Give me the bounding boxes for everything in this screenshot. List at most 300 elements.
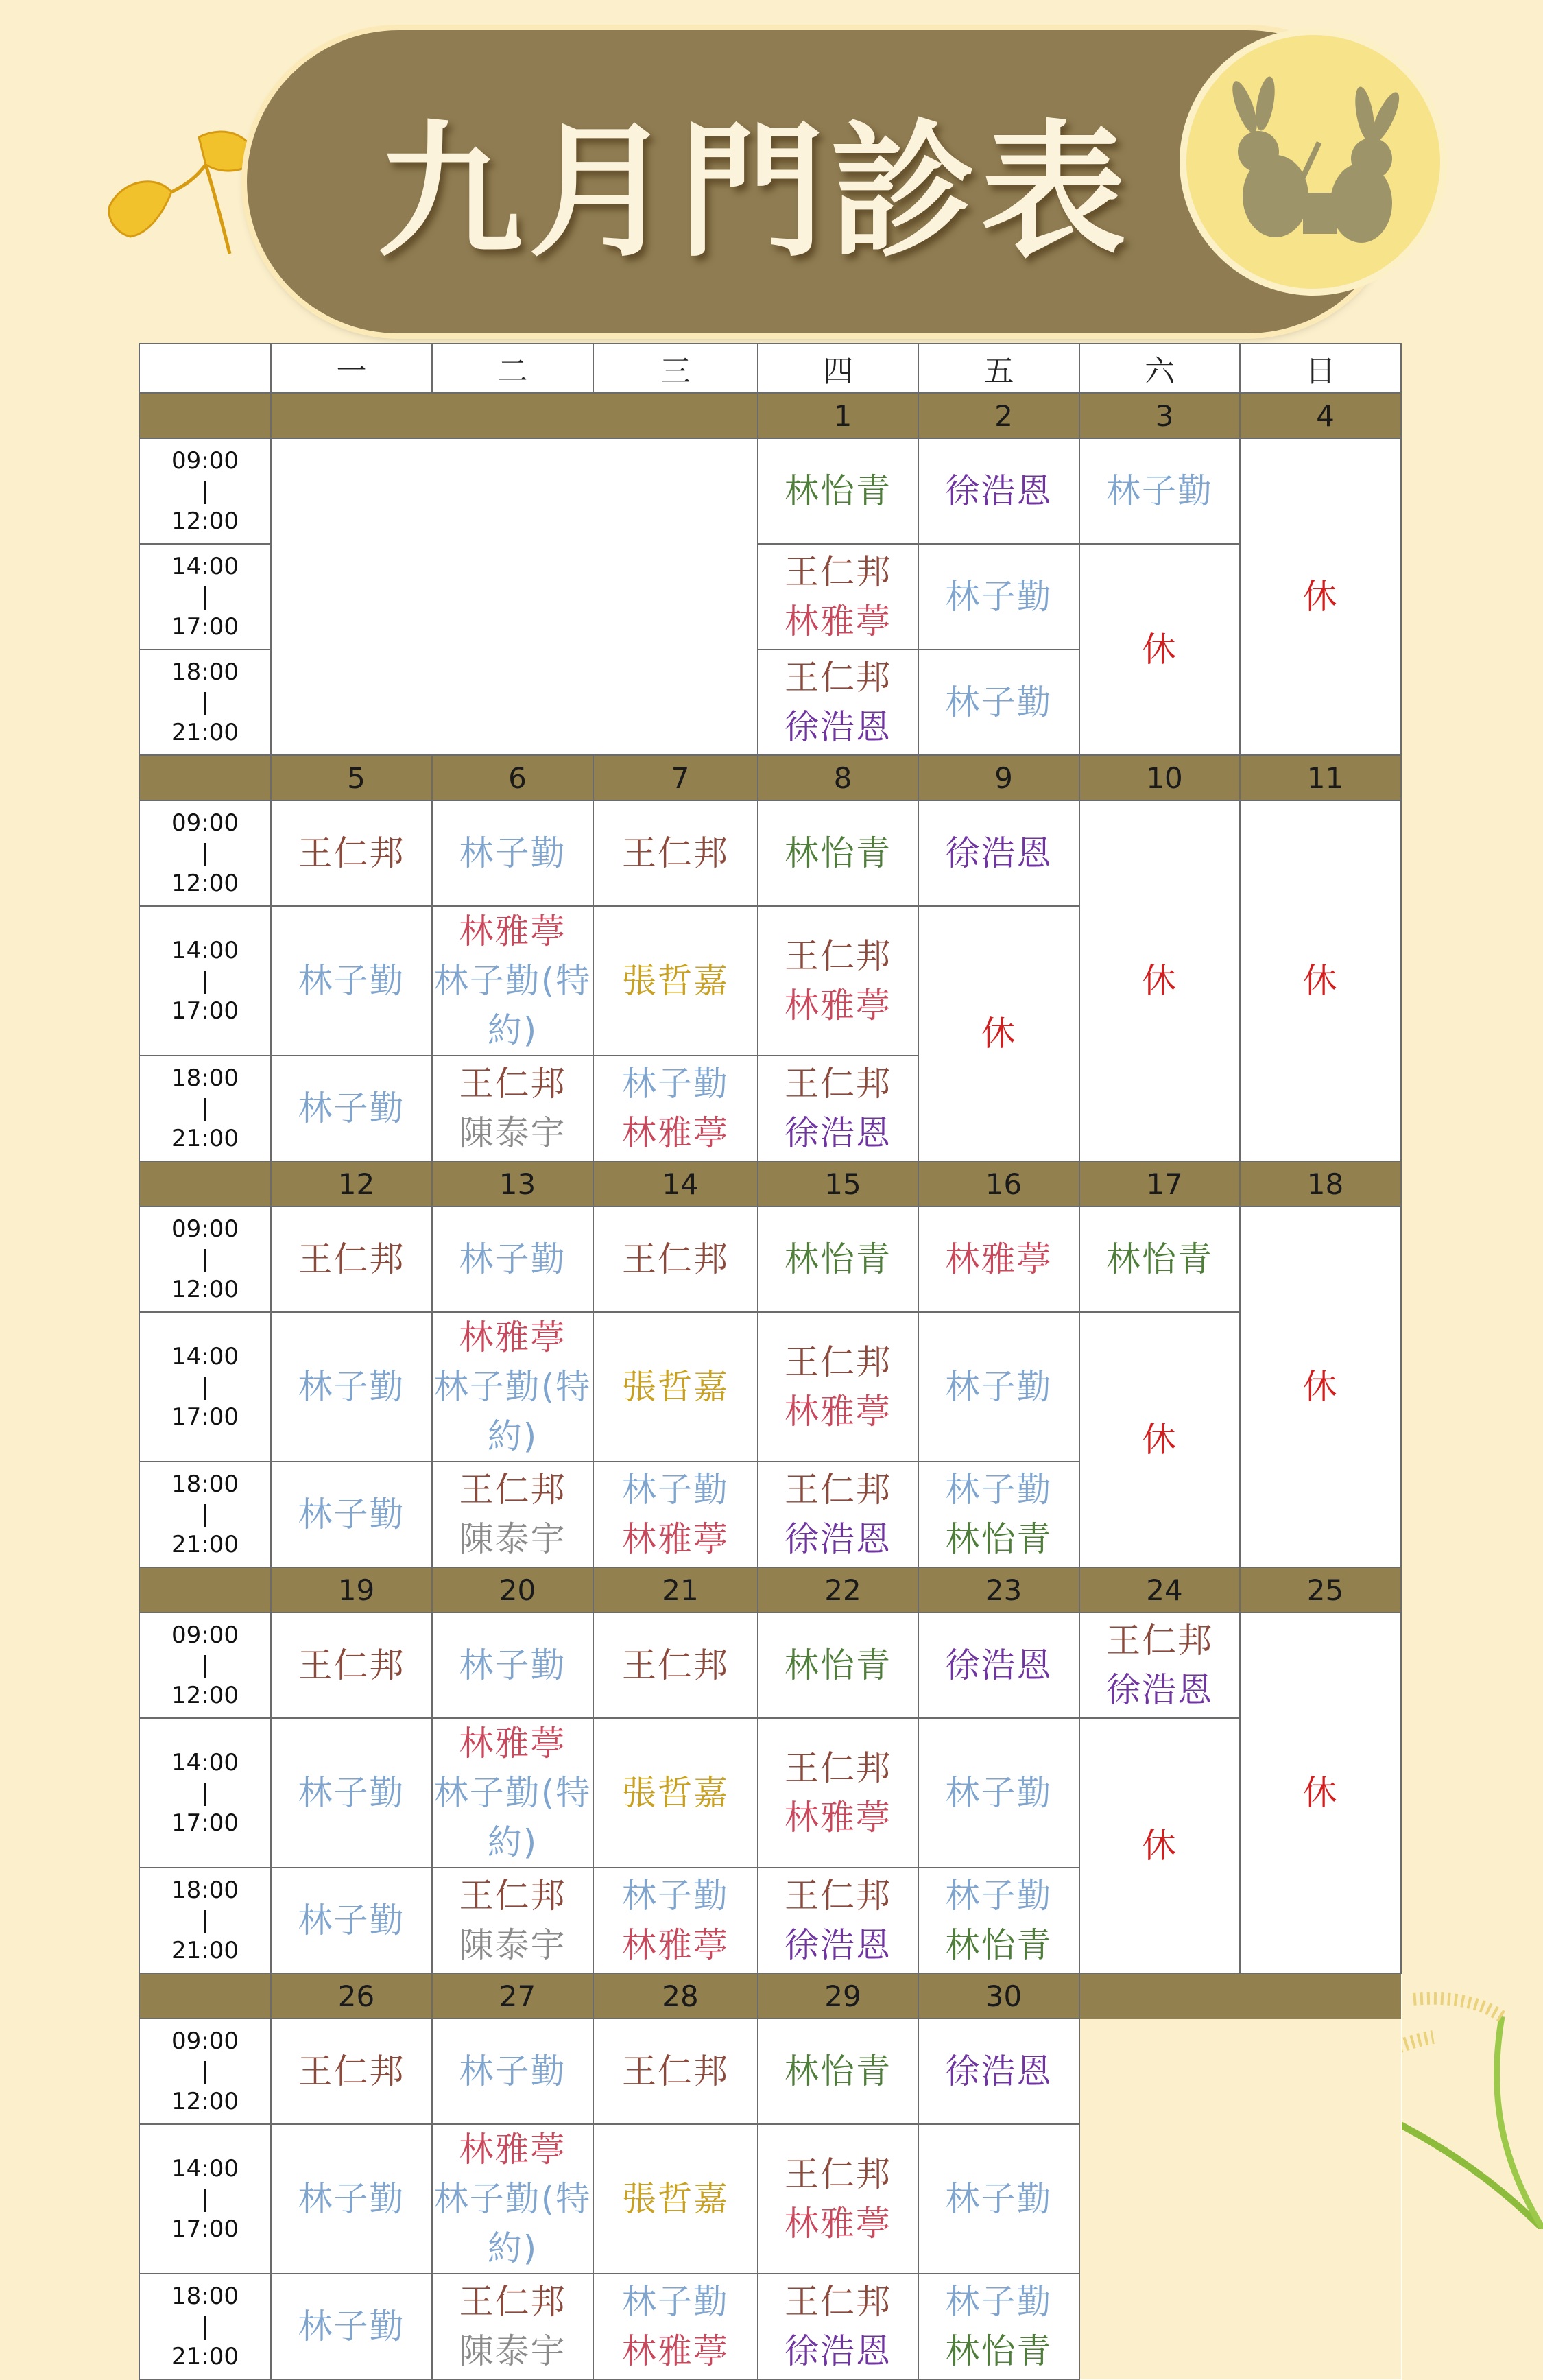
date-cell: [1079, 1973, 1240, 2019]
day-off-label: 休: [1142, 961, 1177, 1001]
schedule-cell: [432, 1718, 593, 1868]
time-text: |: [201, 1779, 209, 1807]
time-text: |: [201, 1652, 209, 1679]
date-row: [139, 755, 1401, 800]
date-number: 14: [662, 1167, 699, 1201]
doctor-name: 林怡青: [945, 2331, 1053, 2371]
time-text: 21:00: [171, 1531, 239, 1558]
day-off-label: 休: [1302, 1773, 1339, 1813]
doctor-name: 林怡青: [945, 1925, 1053, 1965]
weekday-sun: 日: [1240, 344, 1401, 393]
doctor-name: 林子勤(特約): [433, 961, 592, 1050]
schedule-cell: [918, 2274, 1079, 2379]
doctor-name: 王仁邦: [785, 936, 892, 976]
doctor-name: 林子勤: [298, 2179, 405, 2219]
schedule-cell: [918, 2124, 1079, 2274]
weekday-mon: 一: [271, 344, 432, 393]
schedule-cell: [918, 800, 1079, 906]
schedule-cell: [593, 1462, 758, 1567]
outside-cell: [1079, 2019, 1240, 2379]
time-text: 17:00: [171, 613, 239, 641]
time-text: |: [201, 583, 209, 610]
doctor-name: 林子勤(特約): [433, 1367, 592, 1456]
time-text: |: [201, 1095, 209, 1122]
time-text: |: [201, 967, 209, 995]
doctor-name: 王仁邦: [785, 552, 892, 592]
doctor-name: 王仁邦: [622, 1645, 729, 1685]
date-cell: [271, 1567, 432, 1613]
schedule-cell: [918, 1718, 1079, 1868]
schedule-cell: [271, 1206, 432, 1312]
doctor-name: 王仁邦: [785, 2154, 892, 2194]
date-number: 15: [824, 1167, 861, 1201]
doctor-name: 王仁邦: [298, 2051, 405, 2091]
schedule-cell: [432, 2019, 593, 2124]
doctor-name: 林怡青: [785, 1645, 892, 1685]
schedule-cell: [758, 2019, 918, 2124]
date-number: 5: [347, 761, 366, 795]
time-range: [139, 650, 271, 755]
weekday-tue: 二: [432, 344, 593, 393]
time-text: |: [201, 840, 209, 867]
corner-cell: [139, 344, 271, 393]
time-range: [139, 1312, 271, 1462]
time-text: 18:00: [171, 2283, 239, 2310]
time-range: [139, 906, 271, 1056]
schedule-cell: [758, 1613, 918, 1718]
doctor-name: 徐浩恩: [785, 1113, 892, 1153]
doctor-name: 王仁邦: [622, 1239, 729, 1279]
date-cell: [593, 1973, 758, 2019]
time-range: [139, 800, 271, 906]
date-number: 24: [1146, 1573, 1183, 1607]
date-cell: [593, 1567, 758, 1613]
doctor-name: 王仁邦: [298, 833, 405, 873]
doctor-name: 林子勤: [622, 2282, 729, 2322]
date-row-corner: [139, 1567, 271, 1613]
schedule-cell: [593, 2124, 758, 2274]
schedule-cell: [1079, 800, 1240, 1161]
doctor-name: 林怡青: [785, 471, 892, 511]
date-row: [139, 393, 1401, 438]
time-text: |: [201, 1373, 209, 1401]
doctor-name: 徐浩恩: [945, 2051, 1053, 2091]
day-off-label: 休: [1302, 1367, 1339, 1407]
doctor-name: 林子勤: [459, 1239, 566, 1279]
time-text: |: [201, 477, 209, 505]
page-title: 九月門診表: [377, 107, 1132, 276]
schedule-cell: [918, 438, 1079, 544]
date-cell: [1079, 1161, 1240, 1206]
doctor-name: 王仁邦: [785, 658, 892, 698]
date-cell: [758, 1161, 918, 1206]
time-text: 17:00: [171, 2215, 239, 2243]
time-slot-row: [139, 800, 1401, 906]
day-off-label: 休: [1142, 1420, 1177, 1460]
doctor-name: 王仁邦: [298, 1645, 405, 1685]
schedule-cell: [271, 1868, 432, 1973]
time-text: 17:00: [171, 1809, 239, 1837]
date-number: 9: [994, 761, 1013, 795]
time-text: 17:00: [171, 997, 239, 1025]
date-number: 6: [508, 761, 527, 795]
doctor-name: 張哲嘉: [622, 1367, 729, 1407]
date-cell: [271, 755, 432, 800]
doctor-name: 林怡青: [945, 1519, 1053, 1559]
weekday-thu: 四: [758, 344, 918, 393]
doctor-name: 徐浩恩: [785, 2331, 892, 2371]
doctor-name: 林怡青: [785, 1239, 892, 1279]
schedule-cell: [432, 2124, 593, 2274]
schedule-cell: [593, 2019, 758, 2124]
schedule-cell: [918, 1206, 1079, 1312]
doctor-name: 徐浩恩: [945, 1645, 1053, 1685]
doctor-name: 林雅葶: [785, 2204, 892, 2244]
ginkgo-leaves-icon: [96, 123, 261, 261]
date-cell: [918, 393, 1079, 438]
time-text: |: [201, 1246, 209, 1273]
doctor-name: 王仁邦: [785, 1064, 892, 1104]
schedule-cell: [432, 800, 593, 906]
doctor-name: 林子勤: [945, 2179, 1053, 2219]
time-slot-row: [139, 2019, 1401, 2124]
schedule-cell: [758, 650, 918, 755]
doctor-name: 林子勤: [945, 1367, 1053, 1407]
time-slot-row: [139, 1206, 1401, 1312]
doctor-name: 王仁邦: [622, 2051, 729, 2091]
doctor-name: 林雅葶: [785, 1392, 892, 1431]
doctor-name: 陳泰宇: [459, 1519, 566, 1559]
time-text: 21:00: [171, 719, 239, 746]
doctor-name: 林雅葶: [785, 602, 892, 641]
day-off-label: 休: [1302, 961, 1339, 1001]
doctor-name: 林雅葶: [785, 1798, 892, 1837]
schedule-cell: [271, 2019, 432, 2124]
day-off-label: 休: [981, 1014, 1017, 1054]
time-text: 14:00: [171, 553, 239, 580]
schedule-cell: [432, 1312, 593, 1462]
doctor-name: 王仁邦: [459, 1470, 566, 1510]
doctor-name: 王仁邦: [459, 2282, 566, 2322]
doctor-name: 徐浩恩: [945, 471, 1053, 511]
doctor-name: 王仁邦: [785, 2282, 892, 2322]
special-appointment-note: (特約): [487, 1367, 592, 1456]
time-text: 18:00: [171, 1877, 239, 1904]
doctor-name: 王仁邦: [1106, 1621, 1213, 1661]
doctor-name: 林子勤: [298, 1901, 405, 1940]
day-off-label: 休: [1302, 577, 1339, 617]
schedule-cell: [1240, 1206, 1401, 1567]
date-row: [139, 1567, 1401, 1613]
doctor-name: 林雅葶: [459, 2130, 566, 2169]
date-cell: [1240, 1161, 1401, 1206]
time-range: [139, 1056, 271, 1161]
schedule-cell: [758, 906, 918, 1056]
doctor-name: 林雅葶: [459, 1318, 566, 1357]
date-row-corner: [139, 393, 271, 438]
doctor-name: 林雅葶: [459, 912, 566, 951]
doctor-name: 林雅葶: [785, 986, 892, 1025]
doctor-name: 徐浩恩: [785, 1925, 892, 1965]
doctor-name: 林子勤: [945, 2282, 1053, 2322]
doctor-name: 林子勤: [622, 1470, 729, 1510]
schedule-cell: [758, 2274, 918, 2379]
doctor-name: 王仁邦: [785, 1470, 892, 1510]
schedule-cell: [432, 1056, 593, 1161]
time-slot-row: [139, 1718, 1401, 1868]
date-number: 28: [662, 1979, 699, 2013]
doctor-name: 林雅葶: [459, 1724, 566, 1763]
date-number: 17: [1146, 1167, 1183, 1201]
schedule-cell: [271, 1056, 432, 1161]
schedule-cell: [271, 2274, 432, 2379]
time-text: 12:00: [171, 1682, 239, 1709]
time-text: 12:00: [171, 1276, 239, 1303]
schedule-cell: [271, 2124, 432, 2274]
doctor-name: 林雅葶: [622, 1519, 729, 1559]
date-cell: [432, 1161, 593, 1206]
schedule-cell: [432, 1462, 593, 1567]
doctor-name: 徐浩恩: [785, 707, 892, 747]
date-number: 26: [337, 1979, 375, 2013]
date-number: 20: [499, 1573, 536, 1607]
date-cell: [1240, 393, 1401, 438]
doctor-name: 林子勤: [622, 1064, 729, 1104]
doctor-name: 林怡青: [785, 2051, 892, 2091]
schedule-cell: [758, 438, 918, 544]
time-text: 09:00: [171, 809, 239, 837]
doctor-name: 林子勤: [945, 1470, 1053, 1510]
schedule-cell: [758, 1718, 918, 1868]
schedule-cell: [1079, 1718, 1240, 1973]
schedule-cell: [432, 1206, 593, 1312]
date-cell: [432, 1973, 593, 2019]
time-text: 14:00: [171, 1343, 239, 1370]
date-number: 7: [671, 761, 690, 795]
time-range: [139, 1868, 271, 1973]
schedule-cell: [593, 1312, 758, 1462]
date-cell: [758, 1973, 918, 2019]
doctor-name: 林子勤: [298, 961, 405, 1001]
time-text: 21:00: [171, 2343, 239, 2370]
date-cell: [918, 1567, 1079, 1613]
date-row-empty: [271, 393, 758, 438]
moon-rabbits-icon: [1176, 25, 1450, 299]
date-cell: [271, 1973, 432, 2019]
doctor-name: 林雅葶: [622, 2331, 729, 2371]
doctor-name: 陳泰宇: [459, 1925, 566, 1965]
time-text: 09:00: [171, 1215, 239, 1243]
doctor-name: 陳泰宇: [459, 2331, 566, 2371]
date-number: 4: [1316, 398, 1335, 433]
time-text: 12:00: [171, 2088, 239, 2115]
time-range: [139, 2019, 271, 2124]
weekday-wed: 三: [593, 344, 758, 393]
schedule-cell: [1240, 1613, 1401, 1973]
schedule-cell: [271, 1718, 432, 1868]
doctor-name: 林子勤: [459, 2051, 566, 2091]
schedule-cell: [758, 2124, 918, 2274]
doctor-name: 林子勤: [459, 1645, 566, 1685]
day-off-label: 休: [1142, 630, 1177, 669]
schedule-cell: [758, 800, 918, 906]
schedule-cell: [271, 1312, 432, 1462]
time-text: |: [201, 689, 209, 716]
schedule-cell: [271, 906, 432, 1056]
time-slot-row: [139, 1312, 1401, 1462]
time-text: |: [201, 2313, 209, 2340]
date-number: 22: [824, 1573, 861, 1607]
schedule-cell: [432, 906, 593, 1056]
date-row-corner: [139, 1161, 271, 1206]
date-cell: [758, 755, 918, 800]
schedule-cell: [593, 1206, 758, 1312]
time-text: 09:00: [171, 1621, 239, 1649]
doctor-name: 林子勤: [622, 1876, 729, 1916]
schedule-cell: [758, 1312, 918, 1462]
time-text: 18:00: [171, 658, 239, 686]
time-text: 12:00: [171, 870, 239, 897]
schedule-cell: [1079, 1312, 1240, 1567]
date-number: 29: [824, 1979, 861, 2013]
doctor-name: 林子勤: [298, 1088, 405, 1128]
date-cell: [918, 1161, 1079, 1206]
doctor-name: 王仁邦: [459, 1876, 566, 1916]
clinic-schedule-table: [139, 343, 1402, 2380]
doctor-name: 林子勤: [945, 1773, 1053, 1813]
doctor-name: 林怡青: [1106, 1239, 1213, 1279]
date-number: 19: [337, 1573, 375, 1607]
doctor-name: 陳泰宇: [459, 1113, 566, 1153]
date-row: [139, 1161, 1401, 1206]
doctor-name: 張哲嘉: [622, 1773, 729, 1813]
doctor-name: 徐浩恩: [945, 833, 1053, 873]
schedule-cell: [758, 1056, 918, 1161]
doctor-name: 林子勤: [1106, 471, 1213, 511]
schedule-cell: [271, 1462, 432, 1567]
date-cell: [918, 755, 1079, 800]
doctor-name: 林子勤: [298, 1367, 405, 1407]
time-range: [139, 2274, 271, 2379]
time-text: |: [201, 2185, 209, 2213]
doctor-name: 林子勤: [298, 1773, 405, 1813]
schedule-cell: [1079, 1613, 1240, 1718]
doctor-name: 林子勤: [945, 682, 1053, 722]
schedule-cell: [918, 906, 1079, 1161]
schedule-cell: [758, 1462, 918, 1567]
time-range: [139, 1206, 271, 1312]
date-number: 27: [499, 1979, 536, 2013]
blank-cell: [271, 438, 758, 755]
date-row-corner: [139, 1973, 271, 2019]
doctor-name: 林子勤: [945, 577, 1053, 617]
weekday-header-row: [139, 344, 1401, 393]
doctor-name: 王仁邦: [785, 1748, 892, 1788]
date-cell: [593, 755, 758, 800]
time-text: 17:00: [171, 1403, 239, 1431]
schedule-cell: [593, 1056, 758, 1161]
time-text: 09:00: [171, 2027, 239, 2055]
time-slot-row: [139, 1613, 1401, 1718]
date-number: 21: [662, 1573, 699, 1607]
date-cell: [432, 755, 593, 800]
doctor-name: 林子勤(特約): [433, 1773, 592, 1862]
doctor-name: 張哲嘉: [622, 2179, 729, 2219]
doctor-name: 徐浩恩: [785, 1519, 892, 1559]
time-range: [139, 1718, 271, 1868]
doctor-name: 林雅葶: [622, 1113, 729, 1153]
weekday-sat: 六: [1079, 344, 1240, 393]
schedule-cell: [918, 544, 1079, 650]
schedule-cell: [1079, 438, 1240, 544]
date-cell: [758, 393, 918, 438]
schedule-cell: [918, 1462, 1079, 1567]
schedule-cell: [432, 2274, 593, 2379]
time-text: 21:00: [171, 1937, 239, 1964]
date-row-corner: [139, 755, 271, 800]
date-number: 11: [1306, 761, 1344, 795]
schedule-cell: [918, 1312, 1079, 1462]
schedule-cell: [758, 1206, 918, 1312]
time-text: 21:00: [171, 1125, 239, 1152]
schedule-cell: [593, 800, 758, 906]
doctor-name: 林怡青: [785, 833, 892, 873]
date-number: 3: [1155, 398, 1174, 433]
schedule-cell: [593, 2274, 758, 2379]
time-text: |: [201, 1907, 209, 1934]
date-number: 23: [985, 1573, 1022, 1607]
date-number: 2: [994, 398, 1013, 433]
schedule-cell: [593, 1868, 758, 1973]
date-cell: [593, 1161, 758, 1206]
schedule-cell: [271, 1613, 432, 1718]
time-range: [139, 1613, 271, 1718]
date-cell: [1240, 1973, 1401, 2019]
date-cell: [1079, 1567, 1240, 1613]
doctor-name: 張哲嘉: [622, 961, 729, 1001]
time-range: [139, 1462, 271, 1567]
date-cell: [918, 1973, 1079, 2019]
time-range: [139, 2124, 271, 2274]
date-cell: [1240, 1567, 1401, 1613]
special-appointment-note: (特約): [487, 961, 592, 1050]
outside-cell: [1240, 2019, 1401, 2379]
doctor-name: 林子勤: [459, 833, 566, 873]
time-text: 14:00: [171, 937, 239, 964]
doctor-name: 林子勤: [298, 2307, 405, 2346]
date-cell: [758, 1567, 918, 1613]
time-text: 18:00: [171, 1471, 239, 1498]
date-number: 30: [985, 1979, 1022, 2013]
schedule-cell: [593, 1718, 758, 1868]
doctor-name: 王仁邦: [298, 1239, 405, 1279]
doctor-name: 徐浩恩: [1106, 1670, 1213, 1710]
doctor-name: 王仁邦: [785, 1342, 892, 1382]
date-number: 16: [985, 1167, 1022, 1201]
schedule-cell: [918, 2019, 1079, 2124]
time-text: |: [201, 1501, 209, 1528]
doctor-name: 王仁邦: [622, 833, 729, 873]
schedule-cell: [758, 544, 918, 650]
date-number: 1: [833, 398, 852, 433]
time-slot-row: [139, 438, 1401, 544]
schedule-cell: [1079, 1206, 1240, 1312]
schedule-cell: [1240, 438, 1401, 755]
doctor-name: 王仁邦: [785, 1876, 892, 1916]
time-range: [139, 544, 271, 650]
time-text: 12:00: [171, 508, 239, 535]
weekday-fri: 五: [918, 344, 1079, 393]
